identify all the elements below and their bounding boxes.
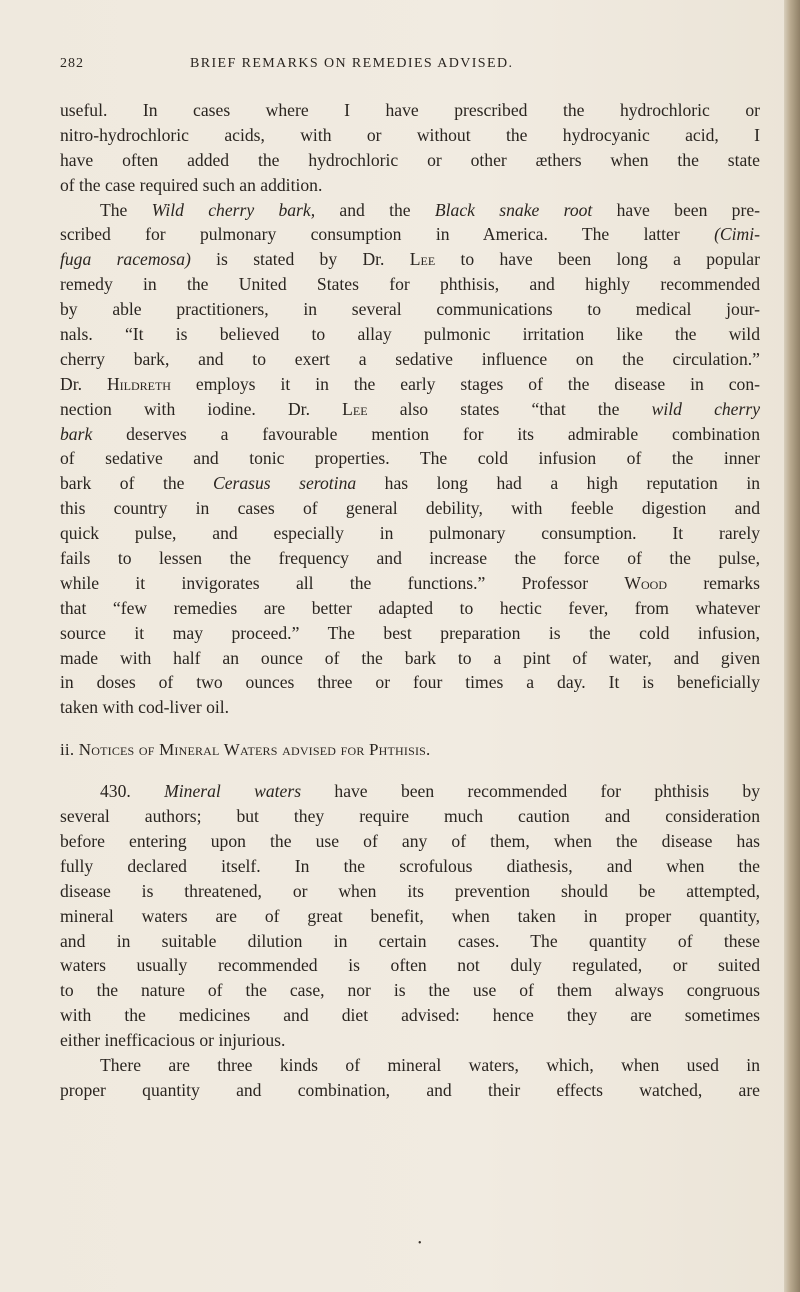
text-line: remedy in the United States for phthisis, and highly recommended bbox=[60, 274, 760, 295]
text-line: cherry bark, and to exert a sedative influence on the circulation.” bbox=[60, 348, 760, 369]
text-line: before entering upon the use of any of them, when the disease has bbox=[60, 830, 760, 851]
italic-term: bark bbox=[60, 423, 93, 444]
text-line: fails to lessen the frequency and increase the force of the pulse, bbox=[60, 548, 760, 569]
text-line: quick pulse, and especially in pulmonary consumption. It rarely bbox=[60, 523, 760, 544]
text-line: and in suitable dilution in certain cases. The quantity of these bbox=[60, 930, 760, 951]
text-line: mineral waters are of great benefit, when taken in proper quantity, bbox=[60, 905, 760, 926]
paragraph bbox=[60, 779, 760, 1053]
section-number: ii. bbox=[60, 740, 75, 760]
text-line: with the medicines and diet advised: hence they are sometimes bbox=[60, 1005, 760, 1026]
italic-term: Wild cherry bark, bbox=[151, 199, 316, 220]
italic-term: (Cimi- bbox=[714, 224, 760, 245]
text-line: this country in cases of general debility, with feeble digestion and bbox=[60, 498, 760, 519]
text-line: of sedative and tonic properties. The cold infusion of the inner bbox=[60, 448, 760, 469]
text-line: bark of the Cerasus serotina has long had a high reputation in bbox=[60, 473, 761, 494]
paragraph bbox=[60, 98, 760, 198]
author-name: Hildreth bbox=[106, 373, 171, 394]
text-line: The Wild cherry bark, and the Black snake root have been pre- bbox=[100, 199, 760, 220]
section-heading bbox=[60, 738, 760, 763]
text-line: either inefficacious or injurious. bbox=[60, 1030, 286, 1051]
text-line: by able practitioners, in several communications to medical jour- bbox=[60, 299, 760, 320]
running-head-title: BRIEF REMARKS ON REMEDIES ADVISED. bbox=[190, 56, 514, 71]
text-line: have often added the hydrochloric or other æthers when the state bbox=[60, 149, 760, 170]
italic-term: wild cherry bbox=[651, 398, 760, 419]
italic-term: Mineral waters bbox=[164, 781, 302, 802]
text-line: waters usually recommended is often not duly regulated, or suited bbox=[60, 955, 760, 976]
text-line: that “few remedies are better adapted to hectic fever, from whatever bbox=[60, 597, 760, 618]
italic-term: fuga racemosa) bbox=[60, 249, 191, 270]
text-line: several authors; but they require much caution and consideration bbox=[60, 806, 760, 827]
text-line: nitro-hydrochloric acids, with or without the hydrocyanic acid, I bbox=[60, 124, 760, 145]
text-line: bark deserves a favourable mention for its admirable combination bbox=[60, 423, 760, 444]
paragraph bbox=[60, 198, 760, 721]
text-line: Dr. Hildreth employs it in the early stages of the disease in con- bbox=[60, 373, 760, 394]
running-head bbox=[60, 56, 750, 80]
page-edge-shadow bbox=[784, 0, 800, 1292]
text-line: taken with cod-liver oil. bbox=[60, 697, 230, 718]
text-line: fuga racemosa) is stated by Dr. Lee to have been long a popular bbox=[60, 249, 760, 270]
text-line: disease is threatened, or when its prevention should be attempted, bbox=[60, 880, 760, 901]
text-line: scribed for pulmonary consumption in America. The latter (Cimi- bbox=[60, 224, 760, 245]
text-line: nection with iodine. Dr. Lee also states “that the wild cherry bbox=[60, 398, 760, 419]
text-line: to the nature of the case, nor is the use of them always congruous bbox=[60, 980, 760, 1001]
text-line: useful. In cases where I have prescribed the hydrochloric or bbox=[60, 100, 760, 120]
paragraph bbox=[60, 1053, 760, 1103]
text-line: made with half an ounce of the bark to a pint of water, and given bbox=[60, 647, 760, 668]
text-line: proper quantity and combination, and their effects watched, are bbox=[60, 1079, 760, 1100]
text-line: of the case required such an addition. bbox=[60, 174, 323, 195]
text-line: while it invigorates all the functions.” Professor Wood remarks bbox=[60, 572, 760, 593]
text-line: source it may proceed.” The best preparation is the cold infusion, bbox=[60, 622, 760, 643]
text-line: 430. Mineral waters have been recommended for phthisis by bbox=[100, 781, 760, 802]
text-line: There are three kinds of mineral waters, which, when used in bbox=[100, 1054, 760, 1075]
italic-term: Cerasus serotina bbox=[212, 473, 357, 494]
author-name: Lee bbox=[342, 398, 368, 419]
body-text bbox=[60, 98, 760, 1103]
printer-mark: • bbox=[418, 1238, 422, 1249]
text-line: in doses of two ounces three or four times a day. It is beneficially bbox=[60, 672, 760, 693]
author-name: Wood bbox=[624, 572, 668, 593]
author-name: Lee bbox=[409, 249, 436, 270]
section-title: Notices of Mineral Waters advised for Phthisis. bbox=[78, 740, 431, 760]
text-line: nals. “It is believed to allay pulmonic irritation like the wild bbox=[60, 324, 760, 345]
italic-term: Black snake root bbox=[434, 199, 593, 220]
text-line: fully declared itself. In the scrofulous diathesis, and when the bbox=[60, 855, 760, 876]
page-number: 282 bbox=[60, 56, 84, 71]
